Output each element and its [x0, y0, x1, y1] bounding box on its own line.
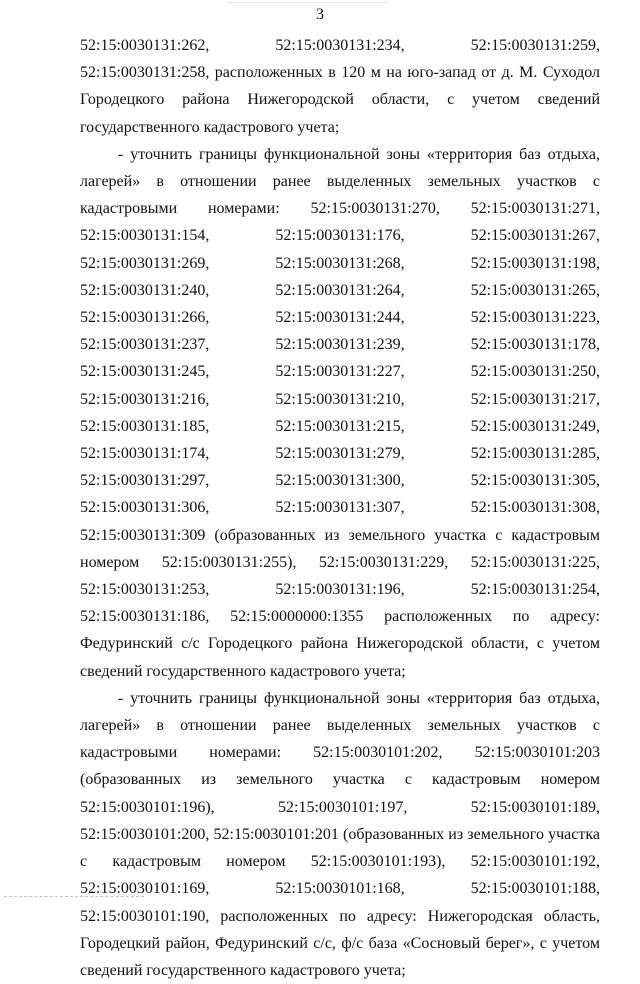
page-number: 3: [316, 6, 324, 23]
paragraph-item-2: - уточнить границы функциональной зоны «территория баз отдыха, лагерей» в отношении ранее выделенных земельных участков с кадастровыми номерами: 52:15:0030101:202, 52:15:0030101:203 (образованных из земельного участка с кадастровым номером 52:15:0030101:196), 52:15:0030101:197, 52:15:0030101:189, 52:15:0030101:200, 52:15:0030101:201 (образованных из земельного участка с кадастровым номером 52:15:0030101:193), 52:15:0030101:192, 52:15:0030101:169, 52:15:0030101:168, 52:15:0030101:188, 52:15:0030101:190, расположенных по адресу: Нижегородская область, Городецкий район, Федуринский с/с, ф/с база «Сосновый берег», с учетом сведений государственного кадастрового учета;: [80, 689, 600, 979]
scan-artifact-footer: [4, 896, 144, 897]
document-body: [80, 32, 600, 984]
paragraph-item-1: - уточнить границы функциональной зоны «территория баз отдыха, лагерей» в отношении ранее выделенных земельных участков с кадастровыми номерами: 52:15:0030131:270, 52:15:0030131:271, 52:15:0030131:154, 52:15:0030131:176, 52:15:0030131:267, 52:15:0030131:269, 52:15:0030131:268, 52:15:0030131:198, 52:15:0030131:240, 52:15:0030131:264, 52:15:0030131:265, 52:15:0030131:266, 52:15:0030131:244, 52:15:0030131:223, 52:15:0030131:237, 52:15:0030131:239, 52:15:0030131:178, 52:15:0030131:245, 52:15:0030131:227, 52:15:0030131:250, 52:15:0030131:216, 52:15:0030131:210, 52:15:0030131:217, 52:15:0030131:185, 52:15:0030131:215, 52:15:0030131:249, 52:15:0030131:174, 52:15:0030131:279, 52:15:0030131:285, 52:15:0030131:297, 52:15:0030131:300, 52:15:0030131:305, 52:15:0030131:306, 52:15:0030131:307, 52:15:0030131:308, 52:15:0030131:309 (образованных из земельного участка с кадастровым номером 52:15:0030131:255), 52:15:0030131:229, 52:15:0030131:225, 52:15:0030131:253, 52:15:0030131:196, 52:15:0030131:254, 52:15:0030131:186, 52:15:0000000:1355 расположенных по адресу: Федуринский с/с Городецкого района Нижегородской области, с учетом сведений государственного кадастрового учета;: [80, 145, 600, 680]
paragraph-continuation: 52:15:0030131:262, 52:15:0030131:234, 52:15:0030131:259, 52:15:0030131:258, расположенных в 120 м на юго-запад от д. М. Суходол Городецкого района Нижегородской области, с учетом сведений государственного кадастрового учета;: [80, 37, 600, 136]
